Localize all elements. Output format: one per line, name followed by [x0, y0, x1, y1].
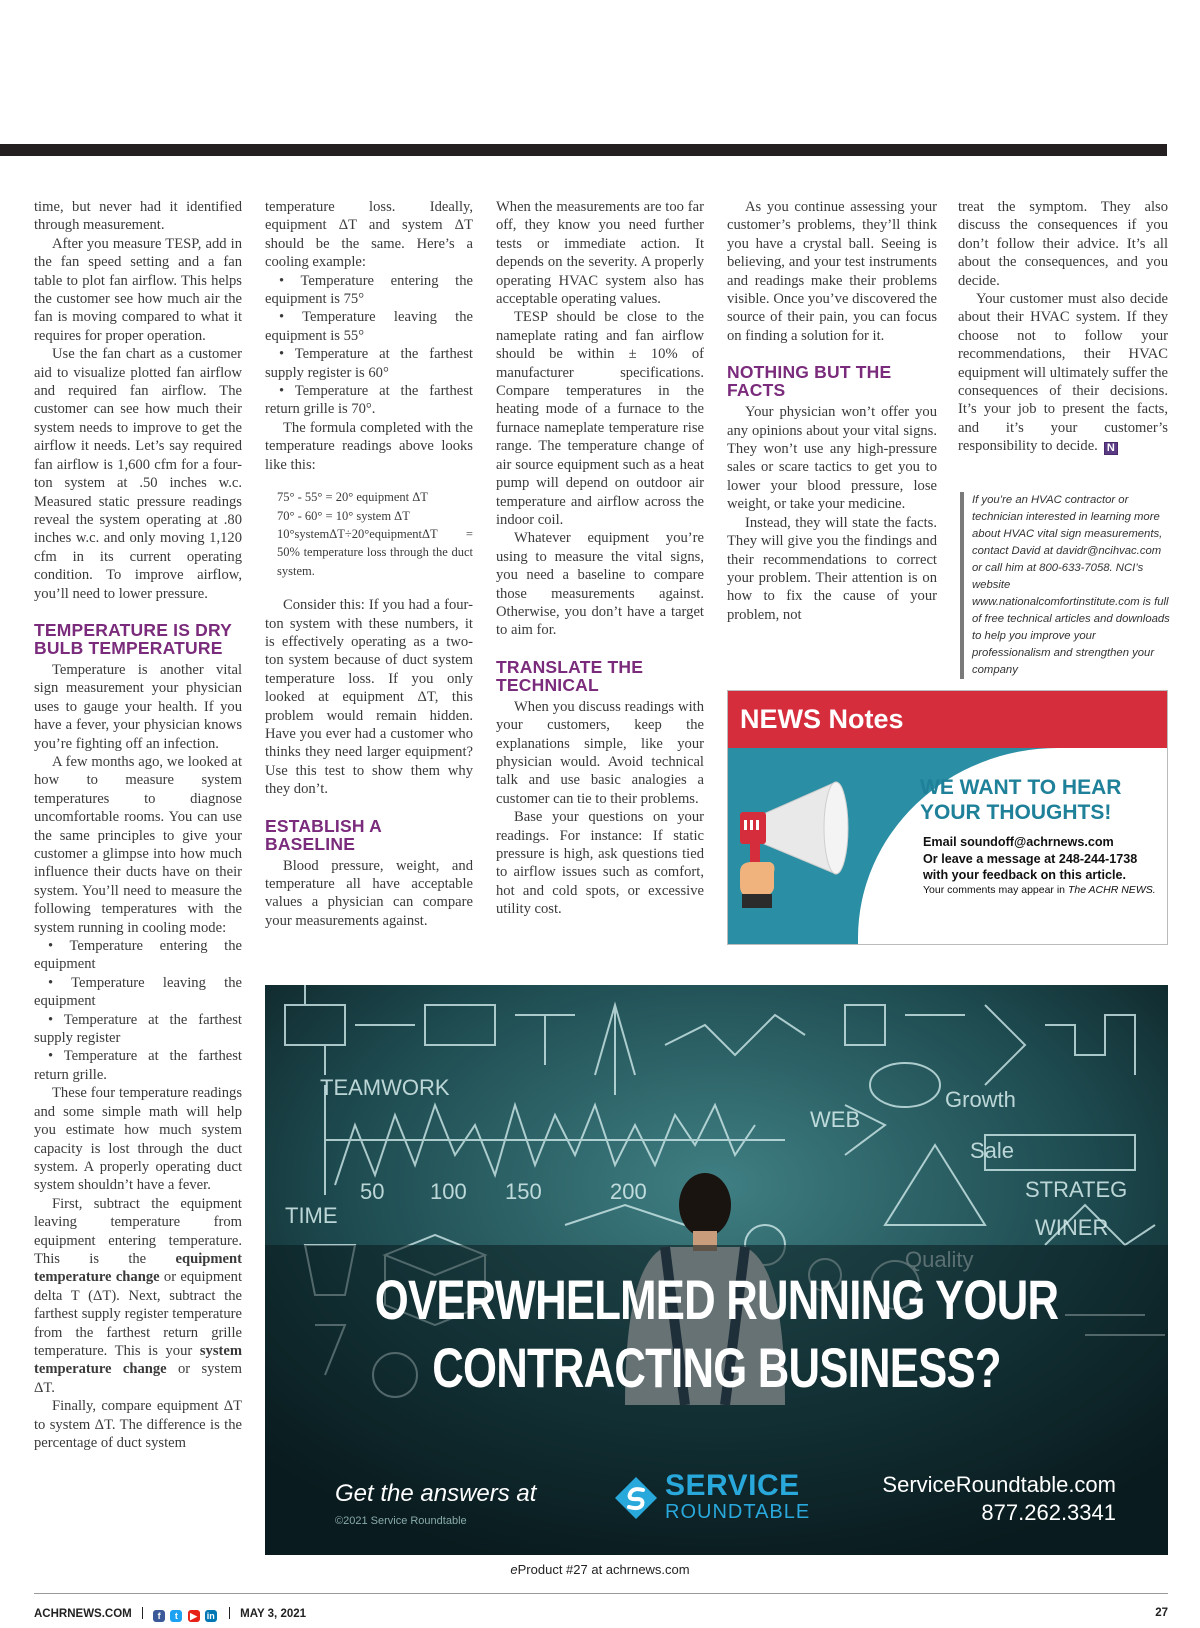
paragraph: These four temperature readings and some simple math will help you estimate how much system capacity is lost through the duct system. A properly operating duct system shouldn’t have a fever.	[34, 1085, 242, 1194]
footer-divider	[142, 1607, 143, 1619]
chalk-teamwork: TEAMWORK	[320, 1075, 450, 1100]
bullet-item: • Temperature at the farthest supply register	[34, 1011, 242, 1047]
paragraph	[34, 1195, 242, 1397]
facebook-icon[interactable]: f	[153, 1610, 165, 1622]
paragraph: As you continue assessing your customer’s problems, they’ll think you have a crystal ball. Seeing is believing, and your test instruments and readings make their problems visible. Once you’ve discovered the source of their pain, you can focus on finding a solution for it.	[727, 199, 937, 344]
formula-block	[265, 488, 473, 580]
brand-service: SERVICE	[665, 1469, 800, 1502]
ad-website[interactable]: ServiceRoundtable.com	[882, 1472, 1116, 1497]
paragraph: The formula completed with the temperature readings above looks like this:	[265, 419, 473, 473]
ad-headline-line1: OVERWHELMED RUNNING YOUR	[374, 1268, 1059, 1331]
section-heading: NOTHING BUT THE FACTS	[727, 362, 892, 401]
paragraph: When the measurements are too far off, they know you need further tests or immediate action. It depends on the severity. A properly operating HVAC system also has acceptable operating values.	[496, 199, 704, 308]
end-mark-icon: N	[1104, 442, 1118, 455]
eproduct-caption	[0, 1562, 1200, 1577]
roundtable-logo-icon	[613, 1475, 659, 1521]
chalk-winner: WINER	[1035, 1215, 1109, 1240]
ad-headline-line2: CONTRACTING BUSINESS?	[432, 1336, 1001, 1399]
text-run: or system ΔT.	[34, 1361, 242, 1396]
article-column-3	[496, 198, 704, 919]
feedback-text: with your feedback on this article.	[923, 868, 1126, 882]
megaphone-icon	[736, 776, 876, 926]
bullet-item: • Temperature leaving the equipment is 55°	[265, 309, 473, 344]
news-notes-body	[728, 748, 1168, 945]
paragraph: TESP should be close to the nameplate rating and fan airflow should be within ± 10% of manufacturer specifications. Compare temperatures in the heating mode of a furnace to the furnace nameplate temperature rise range. The temperature change of air source equipment such as a heat pump will depend on outdoor air temperature and airflow across the indoor coil.	[496, 309, 704, 528]
chalk-200: 200	[610, 1179, 647, 1204]
ad-contact[interactable]	[882, 1471, 1116, 1527]
ad-phone: 877.262.3341	[981, 1500, 1116, 1525]
chalk-50: 50	[360, 1179, 385, 1204]
youtube-icon[interactable]: ▶	[188, 1610, 200, 1622]
bullet-item: • Temperature at the farthest return grille.	[34, 1048, 242, 1083]
paragraph: Instead, they will state the facts. They will give you the findings and their recommendations to correct your problem. Their attention is on how to fix the cause of your problem, not	[727, 514, 937, 623]
article-column-5	[958, 198, 1168, 456]
paragraph: time, but never had it identified through measurement.	[34, 199, 242, 234]
phone-text: Or leave a message at 248-244-1738	[923, 851, 1138, 866]
paragraph: Use the fan chart as a customer aid to visualize plotted fan airflow and required fan airflow. The customer can see how much their system needs to improve to get the airflow it needs. Let’s say required fan airflow is 1,600 cfm for a four-ton system at .50 inches w.c. Measured static pressure readings reveal the system operating at .80 inches w.c. and only moving 1,120 cfm in its current operating condition. To improve airflow, you’ll need to lower pressure.	[34, 346, 242, 602]
ad-tagline: Get the answers at	[335, 1480, 537, 1507]
section-heading: TRANSLATE THE TECHNICAL	[496, 656, 644, 695]
text-run: or equipment delta T (ΔT). Next, subtract the farthest supply register temperature from the farthest return grille temperature. This is your	[34, 1269, 242, 1359]
paragraph: Your physician won’t offer you any opinions about your vital signs. They won’t use any high-pressure sales or scare tactics to get you to lower your blood pressure, lose weight, or take your medicine.	[727, 404, 937, 513]
chalk-sale: Sale	[970, 1138, 1015, 1163]
paragraph: Base your questions on your readings. For instance: If static pressure is high, ask questions tied to airflow issues such as comfort, hot and cold spots, or excessive utility cost.	[496, 809, 704, 918]
page-footer	[34, 1607, 1168, 1622]
bold-term: system temperature change	[34, 1342, 242, 1378]
author-bio: If you’re an HVAC contractor or technician interested in learning more about HVAC vital sign measurements, contact David at davidr@ncihvac.com or call him at 800-633-7058. NCI’s website www.nationalcomfortinstitute.com is full of free technical articles and downloads to help you improve your professionalism and strengthen your company	[960, 492, 1170, 679]
formula-line: 10°systemΔT÷20°equipmentΔT = 50% temperature loss through the duct system.	[277, 526, 473, 578]
article-column-4	[727, 198, 937, 624]
bullet-item: • Temperature leaving the equipment	[34, 974, 242, 1010]
chalk-growth: Growth	[945, 1087, 1016, 1112]
footer-site[interactable]: ACHRNEWS.COM	[34, 1608, 132, 1620]
bullet-item: • Temperature entering the equipment is 75°	[265, 272, 473, 308]
bold-term: equipment temperature change	[34, 1250, 242, 1286]
ad-copyright: ©2021 Service Roundtable	[335, 1515, 467, 1527]
text-run: Product #27 at achrnews.com	[517, 1562, 690, 1577]
formula-line: 70° - 60° = 10° system ΔT	[277, 508, 410, 523]
news-notes-title: WE WANT TO HEAR YOUR THOUGHTS!	[920, 776, 1122, 824]
advertisement[interactable]	[265, 985, 1168, 1555]
news-notes-box	[727, 690, 1168, 945]
linkedin-icon[interactable]: in	[206, 1611, 215, 1621]
article-column-2	[265, 198, 473, 930]
footer-rule	[34, 1593, 1168, 1594]
chalk-web: WEB	[810, 1107, 861, 1132]
chalk-strategy: STRATEG	[1025, 1177, 1128, 1202]
top-rule	[0, 144, 1167, 156]
news-notes-contact	[923, 834, 1137, 884]
paragraph: Finally, compare equipment ΔT to system ΔT. The difference is the percentage of duct system	[34, 1398, 242, 1451]
chalk-100: 100	[430, 1179, 467, 1204]
paragraph: Consider this: If you had a four-ton system with these numbers, it is effectively operating as a two-ton system because of duct system temperature loss. If you only looked at equipment ΔT, this problem would remain hidden. Have you ever had a customer who thinks they need larger equipment? Use this test to show them why they don’t.	[265, 597, 473, 798]
paragraph: A few months ago, we looked at how to measure system temperatures to diagnose uncomfortable rooms. You can use the same principles to give your customer a glimpse into how much influence their ducts have on their system. You’ll need to measure the following temperatures with the system running in cooling mode:	[34, 753, 242, 936]
chalk-150: 150	[505, 1179, 542, 1204]
paragraph	[958, 290, 1168, 456]
text-run: Your customer must also decide about their HVAC system. If they choose not to follow your recommendations, their HVAC equipment will ultimately suffer the consequences of their decisions. It’s your job to present the facts, and it’s your customer’s responsibility to decide.	[958, 291, 1168, 455]
bullet-item: • Temperature at the farthest return grille is 70°.	[265, 383, 473, 418]
text-run: Your comments may appear in	[923, 884, 1068, 896]
news-notes-header: NEWS Notes	[728, 691, 1167, 748]
footer-date: MAY 3, 2021	[240, 1608, 307, 1620]
paragraph: When you discuss readings with your customers, keep the explanations simple, like your physician would. Avoid technical talk and use basic analogies a customer can tie to their problems.	[496, 698, 704, 807]
paragraph: Temperature is another vital sign measurement your physician uses to gauge your health. If you have a fever, your physician knows you’re fighting off an infection.	[34, 661, 242, 752]
section-heading: TEMPERATURE IS DRY BULB TEMPERATURE	[34, 619, 232, 658]
paragraph: temperature loss. Ideally, equipment ΔT and system ΔT should be the same. Here’s a cooling example:	[265, 199, 473, 271]
email-text: Email soundoff@achrnews.com	[923, 835, 1114, 849]
page-number: 27	[1155, 1607, 1168, 1619]
footer-divider	[229, 1607, 230, 1619]
publication-name: The ACHR NEWS.	[1067, 884, 1156, 896]
paragraph: After you measure TESP, add in the fan speed setting and a fan table to plot fan airflow. This helps the customer see how much air the fan is moving compared to what it requires for proper operation.	[34, 235, 242, 344]
bullet-item: • Temperature at the farthest supply register is 60°	[265, 346, 473, 381]
text-run: First, subtract the equipment leaving temperature from equipment entering temperature. This is the	[34, 1195, 242, 1267]
paragraph: treat the symptom. They also discuss the consequences if you don’t follow their advice. It’s all about the consequences, and you decide.	[958, 199, 1168, 289]
bullet-item: • Temperature entering the equipment	[34, 938, 242, 973]
text-run: e	[510, 1562, 518, 1577]
chalk-time: TIME	[285, 1203, 338, 1228]
paragraph: Whatever equipment you’re using to measure the vital signs, you need a baseline to compare those measurements against. Otherwise, you don’t have a target to aim for.	[496, 530, 704, 639]
twitter-icon[interactable]: t	[170, 1610, 182, 1622]
section-heading: ESTABLISH A BASELINE	[265, 815, 382, 854]
news-notes-disclaimer	[923, 884, 1156, 896]
brand-roundtable: ROUNDTABLE	[665, 1501, 811, 1523]
article-column-1	[34, 198, 242, 1452]
paragraph: Blood pressure, weight, and temperature all have acceptable values a physician can compare your measurements against.	[265, 857, 473, 929]
formula-line: 75° - 55° = 20° equipment ΔT	[277, 490, 428, 505]
